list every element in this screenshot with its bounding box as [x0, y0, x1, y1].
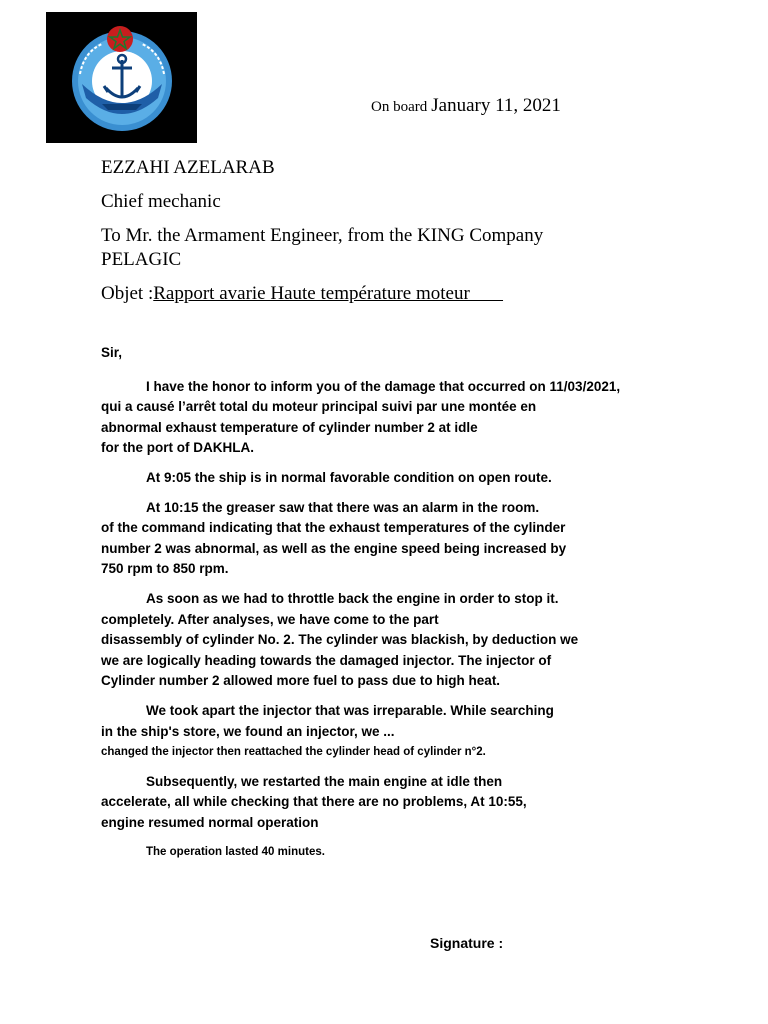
body-line: We took apart the injector that was irreparable. While searching: [146, 702, 554, 718]
paragraph-5: [101, 701, 721, 763]
body-line: of the command indicating that the exhaust temperatures of the cylinder: [101, 520, 566, 536]
logo: [46, 12, 197, 143]
body-line: qui a causé l’arrêt total du moteur principal suivi par une montée en: [101, 399, 537, 415]
recipient-line-1: To Mr. the Armament Engineer, from the KING Company: [101, 225, 544, 246]
body-line: I have the honor to inform you of the damage that occurred on 11/03/2021,: [146, 378, 621, 394]
body-line: number 2 was abnormal, as well as the engine speed being increased by: [101, 540, 567, 556]
body-line: Cylinder number 2 allowed more fuel to pass due to high heat.: [101, 673, 501, 689]
date-line: [371, 95, 561, 117]
body-line: At 9:05 the ship is in normal favorable condition on open route.: [146, 469, 552, 485]
maritime-institute-logo-icon: [46, 12, 197, 143]
sender-block: [101, 156, 543, 306]
body-line: Subsequently, we restarted the main engine at idle then: [146, 773, 503, 789]
body-line: in the ship's store, we found an injector, we ...: [101, 723, 395, 739]
date-prefix: On board: [371, 99, 428, 115]
subject-line: [101, 282, 543, 306]
body-line: As soon as we had to throttle back the engine in order to stop it.: [146, 590, 559, 606]
paragraph-1: [101, 377, 721, 459]
body-line: The operation lasted 40 minutes.: [146, 846, 325, 859]
paragraph-7: [101, 842, 721, 863]
sender-role: Chief mechanic: [101, 191, 221, 212]
paragraph-3: [101, 498, 721, 580]
body-line: for the port of DAKHLA.: [101, 440, 254, 456]
body-line: completely. After analyses, we have come to the part: [101, 611, 439, 627]
body-line: At 10:15 the greaser saw that there was an alarm in the room.: [146, 499, 540, 515]
paragraph-4: [101, 589, 721, 692]
signature-label: Signature :: [430, 935, 504, 951]
body-line: abnormal exhaust temperature of cylinder number 2 at idle: [101, 419, 478, 435]
body-line: accelerate, all while checking that there are no problems, At 10:55,: [101, 794, 527, 810]
body-line: disassembly of cylinder No. 2. The cylinder was blackish, by deduction we: [101, 632, 579, 648]
body-line: changed the injector then reattached the cylinder head of cylinder n°2.: [101, 746, 486, 759]
letter-body: [101, 343, 721, 863]
letter-date: January 11, 2021: [431, 95, 561, 116]
paragraph-6: [101, 772, 721, 834]
subject-text: Rapport avarie Haute température moteur: [153, 283, 504, 304]
salutation: Sir,: [101, 345, 123, 360]
recipient-line-2: PELAGIC: [101, 249, 182, 270]
subject-label: Objet :: [101, 283, 154, 304]
paragraph-2: [101, 468, 721, 489]
sender-name: EZZAHI AZELARAB: [101, 157, 275, 178]
body-line: engine resumed normal operation: [101, 814, 319, 830]
body-line: 750 rpm to 850 rpm.: [101, 561, 229, 577]
body-line: we are logically heading towards the damaged injector. The injector of: [101, 652, 552, 668]
